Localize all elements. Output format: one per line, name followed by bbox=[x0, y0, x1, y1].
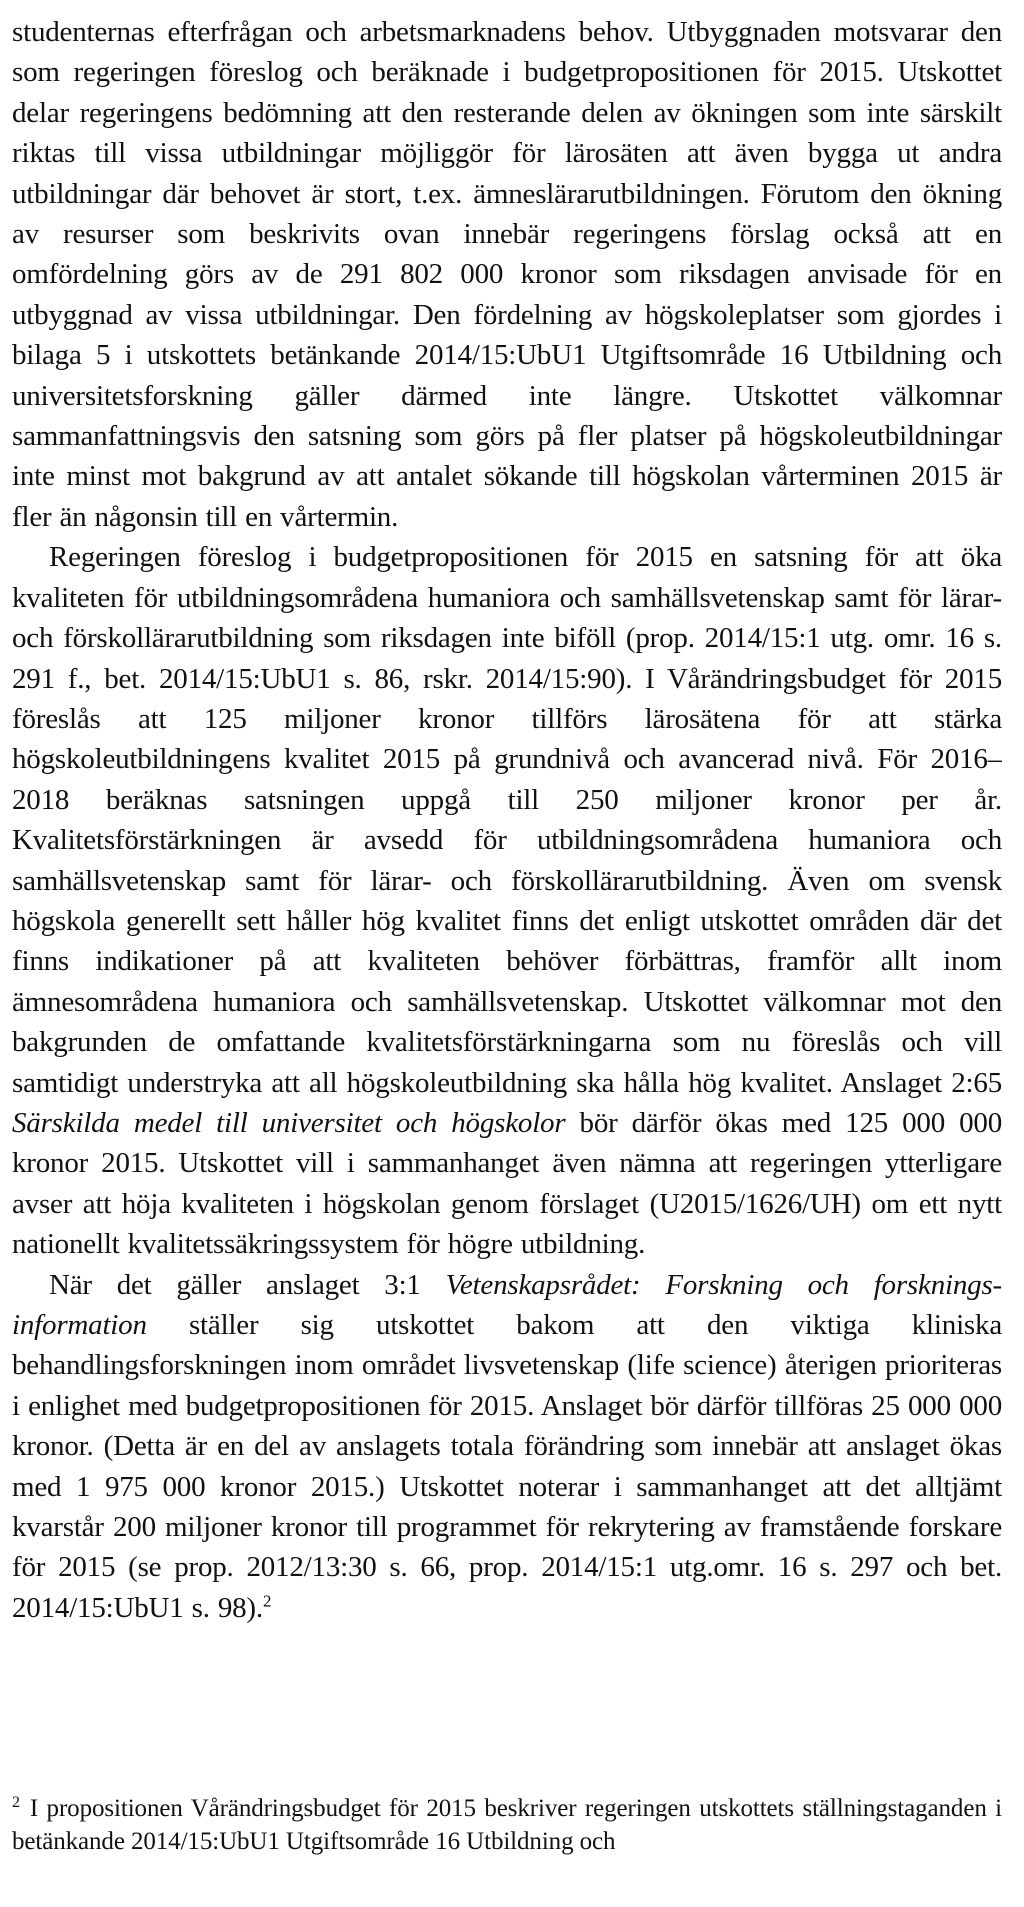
paragraph-text: bör därför ökas med 125 000 000 kronor 2015. Utskottet vill i sammanhanget även nämna att regeringen ytterligare avser att höja kvaliteten i högskolan genom förslaget (U2015/1626/UH) om ett nytt nationellt kvalitetssäkringssystem för högre utbildning. bbox=[12, 1106, 1002, 1261]
appropriation-title: Särskilda medel till universitet och högskolor bbox=[12, 1106, 566, 1139]
paragraph-text: När det gäller anslaget 3:1 bbox=[49, 1268, 446, 1301]
body-paragraph-1 bbox=[12, 0, 1002, 537]
appropriation-title: Vetenskapsrådet: Forskning och forsknings-information bbox=[12, 1268, 1002, 1341]
body-paragraph-3 bbox=[12, 1265, 1002, 1629]
footnote-text: I propositionen Vårändringsbudget för 2015 beskriver regeringen utskottets ställningstaganden i betänkande 2014/15:UbU1 Utgiftsområde 16 Utbildning och bbox=[12, 1795, 1002, 1855]
footnote bbox=[12, 1792, 1002, 1858]
footnote-number: 2 bbox=[12, 1793, 20, 1811]
document-page bbox=[12, 0, 1002, 1907]
footnote-reference[interactable]: 2 bbox=[262, 1591, 272, 1611]
paragraph-text: ställer sig utskottet bakom att den viktiga kliniska behandlingsforskningen inom området livsvetenskap (life science) återigen prioriteras i enlighet med budgetpropositionen för 2015. Anslaget bör därför tillföras 25 000 000 kronor. (Detta är en del av anslagets totala förändring som innebär att anslaget ökas med 1 975 000 kronor 2015.) Utskottet noterar i sammanhanget att det alltjämt kvarstår 200 miljoner kronor till programmet för rekrytering av framstående forskare för 2015 (se prop. 2012/13:30 s. 66, prop. 2014/15:1 utg.omr. 16 s. 297 och bet. 2014/15:UbU1 s. 98). bbox=[12, 1309, 1002, 1624]
paragraph-text: studenternas efterfrågan och arbetsmarknadens behov. Utbyggnaden motsvarar den som regeringen föreslog och beräknade i budgetpropositionen för 2015. Utskottet delar regeringens bedömning att den resterande delen av ökningen som inte särskilt riktas till vissa utbildningar möjliggör för lärosäten att även bygga ut andra utbildningar där behovet är stort, t.ex. ämneslärarutbildningen. Förutom den ökning av resurser som beskrivits ovan innebär regeringens förslag också att en omfördelning görs av de 291 802 000 kronor som riksdagen anvisade för en utbyggnad av vissa utbildningar. Den fördelning av högskoleplatser som gjordes i bilaga 5 i utskottets betänkande 2014/15:UbU1 Utgiftsområde 16 Utbildning och universitetsforskning gäller därmed inte längre. Utskottet välkomnar sammanfattningsvis den satsning som görs på fler platser på högskoleutbildningar inte minst mot bakgrund av att antalet sökande till högskolan vårterminen 2015 är fler än någonsin till en vårtermin. bbox=[12, 16, 1002, 533]
paragraph-text: Regeringen föreslog i budgetpropositionen för 2015 en satsning för att öka kvaliteten för utbildningsområdena humaniora och samhällsvetenskap samt för lärar- och förskollärarutbildning som riksdagen inte biföll (prop. 2014/15:1 utg. omr. 16 s. 291 f., bet. 2014/15:UbU1 s. 86, rskr. 2014/15:90). I Vårändringsbudget för 2015 föreslås att 125 miljoner kronor tillförs lärosätena för att stärka högskoleutbildningens kvalitet 2015 på grundnivå och avancerad nivå. För 2016–2018 beräknas satsningen uppgå till 250 miljoner kronor per år. Kvalitetsförstärkningen är avsedd för utbildningsområdena humaniora och samhällsvetenskap samt för lärar- och förskollärarutbildning. Även om svensk högskola generellt sett håller hög kvalitet finns det enligt utskottet områden där det finns indikationer på att kvaliteten behöver förbättras, framför allt inom ämnesområdena humaniora och samhällsvetenskap. Utskottet välkomnar mot den bakgrunden de omfattande kvalitetsförstärkningarna som nu föreslås och vill samtidigt understryka att all högskoleutbildning ska hålla hög kvalitet. Anslaget 2:65 bbox=[12, 541, 1002, 1099]
body-paragraph-2 bbox=[12, 537, 1002, 1264]
